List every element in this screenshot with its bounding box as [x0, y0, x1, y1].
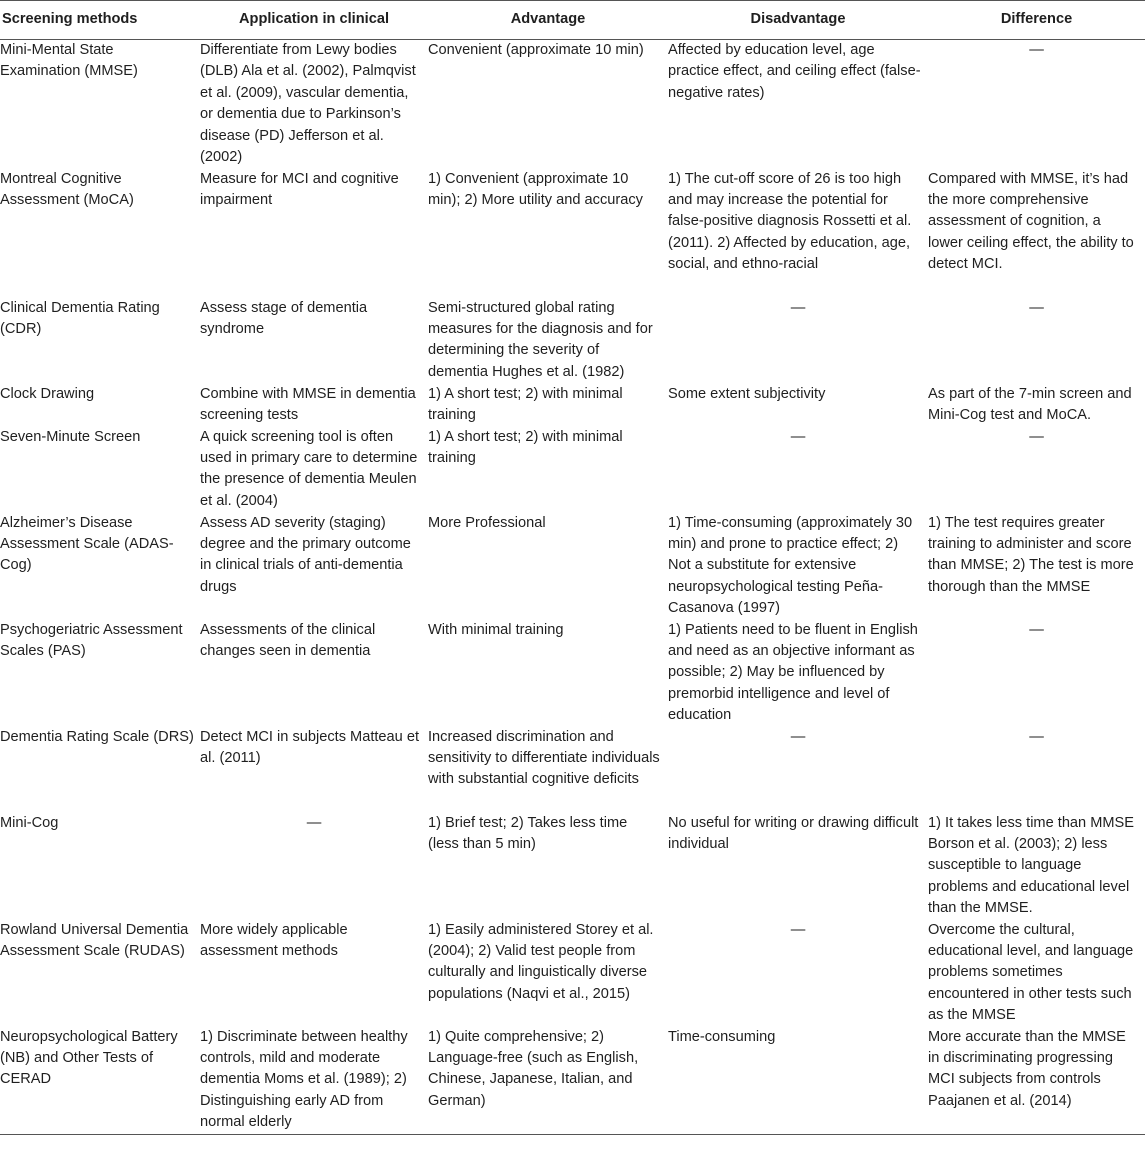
cell-text: Combine with MMSE in dementia screening tests	[200, 385, 416, 423]
cell-difference	[928, 40, 1145, 169]
cell-screening-method	[0, 169, 200, 298]
cell-text: —	[1029, 42, 1044, 58]
table-row	[0, 513, 1145, 620]
cell-text: Semi-structured global rating measures for the diagnosis and for determining the severity of dementia Hughes et al. (1982)	[428, 299, 653, 380]
cell-application-in-clinical	[200, 620, 428, 727]
cell-disadvantage	[668, 813, 928, 920]
cell-text: Assess stage of dementia syndrome	[200, 299, 368, 337]
cell-text: More accurate than the MMSE in discriminating progressing MCI subjects from controls Paajanen et al. (2014)	[928, 1028, 1126, 1109]
cell-text: Detect MCI in subjects Matteau et al. (2011)	[200, 728, 419, 766]
table-row	[0, 169, 1145, 298]
table-row	[0, 298, 1145, 384]
cell-advantage	[428, 620, 668, 727]
cell-text: Assessments of the clinical changes seen in dementia	[200, 621, 376, 659]
cell-text: As part of the 7-min screen and Mini-Cog test and MoCA.	[928, 385, 1132, 423]
cell-application-in-clinical	[200, 384, 428, 427]
cell-difference	[928, 920, 1145, 1027]
cell-difference	[928, 513, 1145, 620]
cell-text: More widely applicable assessment methods	[200, 921, 348, 959]
table-row	[0, 813, 1145, 920]
cell-screening-method	[0, 40, 200, 169]
cell-disadvantage	[668, 620, 928, 727]
cell-text: —	[1029, 621, 1044, 638]
cell-difference	[928, 1027, 1145, 1135]
cell-advantage	[428, 727, 668, 813]
cell-difference	[928, 169, 1145, 298]
cell-text: Some extent subjectivity	[668, 385, 826, 402]
cell-screening-method	[0, 427, 200, 513]
cell-disadvantage	[668, 727, 928, 813]
cell-text: —	[790, 428, 806, 445]
table-row	[0, 384, 1145, 427]
cell-text: Overcome the cultural, educational level, and language problems sometimes encountered in other tests such as the MMSE	[928, 921, 1134, 1024]
cell-disadvantage	[668, 513, 928, 620]
cell-screening-method	[0, 920, 200, 1027]
header-row	[0, 1, 1145, 40]
cell-application-in-clinical	[200, 40, 428, 169]
cell-text: 1) It takes less time than MMSE Borson et al. (2003); 2) less susceptible to language problems and educational level than the MMSE.	[928, 814, 1135, 917]
cell-application-in-clinical	[200, 427, 428, 513]
cell-text: Seven-Minute Screen	[0, 428, 141, 445]
cell-text: Differentiate from Lewy bodies (DLB) Ala et al. (2002), Palmqvist et al. (2009), vascular dementia, or dementia due to Parkinson’s disease (PD) Jefferson et al. (2002)	[200, 42, 416, 166]
cell-disadvantage	[668, 1027, 928, 1135]
table-row	[0, 620, 1145, 727]
cell-difference	[928, 427, 1145, 513]
cell-advantage	[428, 169, 668, 298]
header-advantage: Advantage	[428, 1, 668, 40]
cell-text: —	[306, 814, 322, 831]
cell-text: 1) Time-consuming (approximately 30 min) and prone to practice effect; 2) Not a substitute for extensive neuropsychological testing Peña-Casanova (1997)	[668, 514, 913, 617]
cell-text: Psychogeriatric Assessment Scales (PAS)	[0, 621, 183, 659]
cell-advantage	[428, 920, 668, 1027]
cell-disadvantage	[668, 427, 928, 513]
cell-text: Time-consuming	[668, 1028, 776, 1045]
cell-screening-method	[0, 813, 200, 920]
cell-text: 1) A short test; 2) with minimal training	[428, 385, 623, 423]
cell-difference	[928, 298, 1145, 384]
cell-difference	[928, 384, 1145, 427]
cell-text: Affected by education level, age practice effect, and ceiling effect (false-negative rates)	[668, 42, 921, 101]
cell-text: 1) The cut-off score of 26 is too high and may increase the potential for false-positive diagnosis Rossetti et al. (2011). 2) Affected by education, age, social, and ethno-racial	[668, 170, 912, 273]
cell-screening-method	[0, 620, 200, 727]
table-body	[0, 40, 1145, 1135]
cell-advantage	[428, 813, 668, 920]
cell-disadvantage	[668, 169, 928, 298]
cell-screening-method	[0, 727, 200, 813]
cell-disadvantage	[668, 298, 928, 384]
cell-text: More Professional	[428, 514, 546, 531]
cell-application-in-clinical	[200, 1027, 428, 1135]
cell-text: Clinical Dementia Rating (CDR)	[0, 299, 160, 337]
cell-text: Increased discrimination and sensitivity to differentiate individuals with substantial cognitive deficits	[428, 728, 660, 788]
table-row	[0, 727, 1145, 813]
table-row	[0, 427, 1145, 513]
cell-advantage	[428, 427, 668, 513]
cell-text: Mini-Mental State Examination (MMSE)	[0, 42, 138, 80]
cell-disadvantage	[668, 920, 928, 1027]
cell-text: Rowland Universal Dementia Assessment Scale (RUDAS)	[0, 921, 189, 959]
cell-text: 1) Brief test; 2) Takes less time (less than 5 min)	[428, 814, 628, 852]
cell-text: —	[1029, 728, 1044, 745]
cell-text: Convenient (approximate 10 min)	[428, 42, 644, 58]
header-disadvantage: Disadvantage	[668, 1, 928, 40]
cell-text: Measure for MCI and cognitive impairment	[200, 170, 399, 208]
header-screening-methods: Screening methods	[0, 1, 200, 40]
cell-text: With minimal training	[428, 621, 564, 638]
cell-text: —	[1029, 299, 1044, 316]
cell-text: Assess AD severity (staging) degree and the primary outcome in clinical trials of anti-dementia drugs	[200, 514, 411, 595]
cell-difference	[928, 727, 1145, 813]
cell-screening-method	[0, 384, 200, 427]
cell-disadvantage	[668, 384, 928, 427]
cell-text: 1) A short test; 2) with minimal training	[428, 428, 623, 466]
cell-text: Compared with MMSE, it’s had the more comprehensive assessment of cognition, a lower ceiling effect, the ability to detect MCI.	[928, 170, 1134, 273]
cell-application-in-clinical	[200, 727, 428, 813]
table-row	[0, 920, 1145, 1027]
cell-application-in-clinical	[200, 298, 428, 384]
cell-text: 1) Quite comprehensive; 2) Language-free (such as English, Chinese, Japanese, Italian, and German)	[428, 1028, 639, 1109]
cell-text: No useful for writing or drawing difficult individual	[668, 814, 919, 852]
cell-difference	[928, 620, 1145, 727]
cell-text: —	[1029, 428, 1044, 445]
cell-screening-method	[0, 1027, 200, 1135]
cell-screening-method	[0, 513, 200, 620]
cell-text: —	[790, 728, 806, 745]
cell-text: 1) The test requires greater training to administer and score than MMSE; 2) The test is more thorough than the MMSE	[928, 514, 1134, 595]
cell-text: Neuropsychological Battery (NB) and Other Tests of CERAD	[0, 1028, 178, 1088]
cell-disadvantage	[668, 40, 928, 169]
cell-application-in-clinical	[200, 169, 428, 298]
cell-application-in-clinical	[200, 513, 428, 620]
cell-text: 1) Convenient (approximate 10 min); 2) More utility and accuracy	[428, 170, 643, 208]
cell-text: 1) Easily administered Storey et al. (2004); 2) Valid test people from culturally and linguistically diverse populations (Naqvi et al., 2015)	[428, 921, 654, 1002]
cell-text: Dementia Rating Scale (DRS)	[0, 728, 194, 745]
cell-text: A quick screening tool is often used in primary care to determine the presence of dementia Meulen et al. (2004)	[200, 428, 418, 509]
header-application-in-clinical: Application in clinical	[200, 1, 428, 40]
cell-screening-method	[0, 298, 200, 384]
cell-text: —	[790, 299, 806, 316]
cell-text: 1) Discriminate between healthy controls, mild and moderate dementia Moms et al. (1989); 2) Distinguishing early AD from normal elderly	[200, 1028, 408, 1131]
table-row	[0, 40, 1145, 169]
cell-advantage	[428, 298, 668, 384]
cell-text: Alzheimer’s Disease Assessment Scale (ADAS-Cog)	[0, 514, 174, 574]
cell-advantage	[428, 513, 668, 620]
cell-text: Clock Drawing	[0, 385, 95, 402]
table-header	[0, 1, 1145, 40]
cell-advantage	[428, 1027, 668, 1135]
cell-text: Montreal Cognitive Assessment (MoCA)	[0, 170, 134, 208]
cell-advantage	[428, 40, 668, 169]
cell-application-in-clinical	[200, 813, 428, 920]
cell-text: —	[790, 921, 806, 938]
cell-advantage	[428, 384, 668, 427]
header-difference: Difference	[928, 1, 1145, 40]
cell-text: Mini-Cog	[0, 814, 59, 831]
cell-text: 1) Patients need to be fluent in English and need as an objective informant as possible; 2) May be influenced by premorbid intelligence and level of education	[668, 621, 918, 724]
cell-application-in-clinical	[200, 920, 428, 1027]
cell-difference	[928, 813, 1145, 920]
table-row	[0, 1027, 1145, 1135]
